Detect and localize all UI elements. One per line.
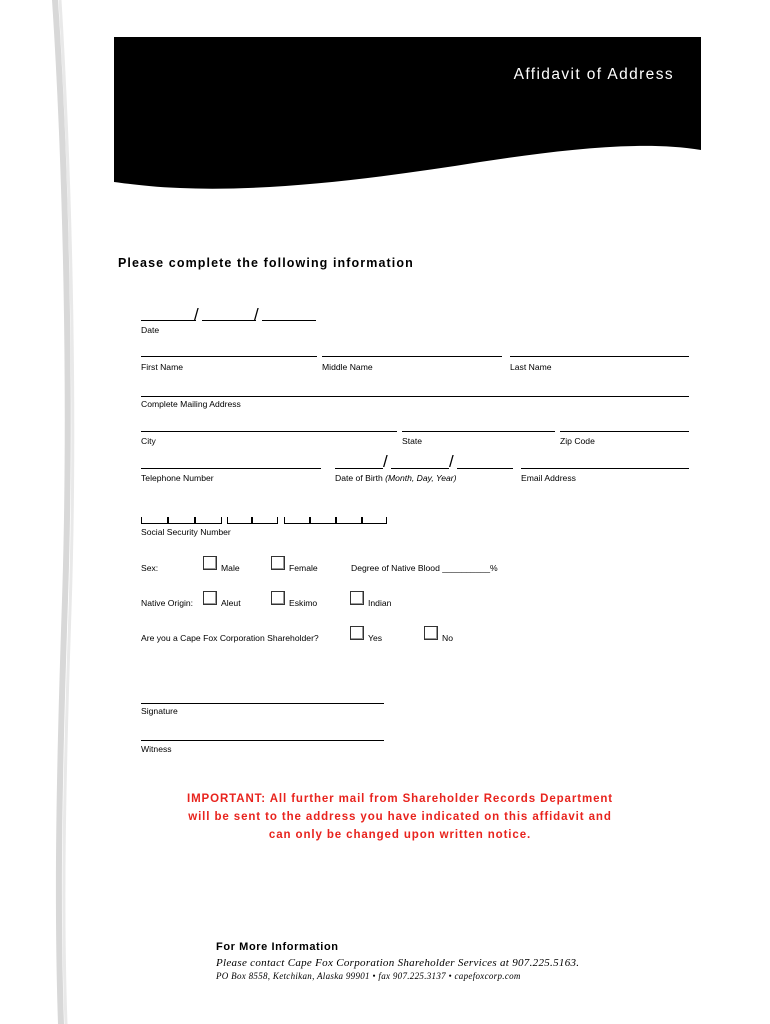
ssn-digit-box[interactable] (284, 517, 310, 524)
header-band (0, 0, 770, 200)
state-field[interactable] (402, 431, 555, 432)
date-day-field[interactable] (202, 320, 256, 321)
important-notice-line2: will be sent to the address you have indicated on this affidavit and (188, 811, 612, 823)
shareholder-yes-checkbox[interactable] (350, 626, 364, 640)
ssn-digit-box[interactable] (252, 517, 278, 524)
footer-title: For More Information (216, 941, 339, 953)
dob-format-hint: (Month, Day, Year) (385, 473, 457, 483)
ssn-digit-box[interactable] (168, 517, 195, 524)
sex-female-label: Female (289, 563, 318, 573)
native-origin-label: Native Origin: (141, 598, 194, 608)
witness-field[interactable] (141, 740, 384, 741)
zip-label: Zip Code (560, 436, 595, 446)
state-label: State (402, 436, 423, 446)
origin-eskimo-label: Eskimo (289, 598, 318, 608)
city-field[interactable] (141, 431, 397, 432)
signature-field[interactable] (141, 703, 384, 704)
ssn-digit-box[interactable] (227, 517, 252, 524)
shareholder-no-checkbox[interactable] (424, 626, 438, 640)
email-label: Email Address (521, 473, 576, 483)
shareholder-yes-label: Yes (368, 633, 383, 643)
telephone-label: Telephone Number (141, 473, 214, 483)
origin-aleut-label: Aleut (221, 598, 241, 608)
origin-indian-checkbox[interactable] (350, 591, 364, 605)
sex-male-checkbox[interactable] (203, 556, 217, 570)
footer-address: PO Box 8558, Ketchikan, Alaska 99901 • fax 907.225.3137 • capefoxcorp.com (216, 971, 521, 981)
origin-indian-label: Indian (368, 598, 392, 608)
dob-slash: / (383, 452, 388, 471)
mailing-address-label: Complete Mailing Address (141, 399, 241, 409)
middle-name-label: Middle Name (322, 362, 373, 372)
ssn-digit-box[interactable] (362, 517, 387, 524)
origin-eskimo-checkbox[interactable] (271, 591, 285, 605)
telephone-field[interactable] (141, 468, 321, 469)
sex-label: Sex: (141, 563, 159, 573)
date-month-field[interactable] (141, 320, 196, 321)
native-blood-field[interactable]: Degree of Native Blood __________% (351, 563, 498, 573)
section-heading: Please complete the following information (118, 256, 414, 270)
zip-field[interactable] (560, 431, 689, 432)
dob-label (335, 473, 456, 483)
sex-male-label: Male (221, 563, 240, 573)
middle-name-field[interactable] (322, 356, 502, 357)
dob-slash: / (449, 452, 454, 471)
first-name-field[interactable] (141, 356, 317, 357)
ssn-digit-box[interactable] (310, 517, 336, 524)
ssn-digit-box[interactable] (336, 517, 362, 524)
sex-female-checkbox[interactable] (271, 556, 285, 570)
email-field[interactable] (521, 468, 689, 469)
footer-contact: Please contact Cape Fox Corporation Shareholder Services at 907.225.5163. (216, 957, 580, 969)
last-name-field[interactable] (510, 356, 689, 357)
origin-aleut-checkbox[interactable] (203, 591, 217, 605)
shareholder-no-label: No (442, 633, 453, 643)
dob-year-field[interactable] (457, 468, 513, 469)
dob-month-field[interactable] (335, 468, 383, 469)
date-slash: / (254, 305, 259, 324)
ssn-digit-box[interactable] (195, 517, 222, 524)
important-notice-line1: IMPORTANT: All further mail from Shareholder Records Department (186, 793, 614, 805)
important-notice-line3: can only be changed upon written notice. (268, 829, 532, 841)
signature-label: Signature (141, 706, 178, 716)
city-label: City (141, 436, 156, 446)
shareholder-question: Are you a Cape Fox Corporation Shareholder? (141, 633, 319, 643)
mailing-address-field[interactable] (141, 396, 689, 397)
date-slash: / (194, 305, 199, 324)
date-label: Date (141, 325, 160, 335)
witness-label: Witness (141, 744, 172, 754)
last-name-label: Last Name (510, 362, 552, 372)
first-name-label: First Name (141, 362, 184, 372)
dob-day-field[interactable] (391, 468, 449, 469)
ssn-digit-box[interactable] (141, 517, 168, 524)
document-title: Affidavit of Address (513, 66, 674, 83)
date-year-field[interactable] (262, 320, 316, 321)
dob-label-text: Date of Birth (335, 473, 383, 483)
ssn-label: Social Security Number (141, 527, 231, 537)
